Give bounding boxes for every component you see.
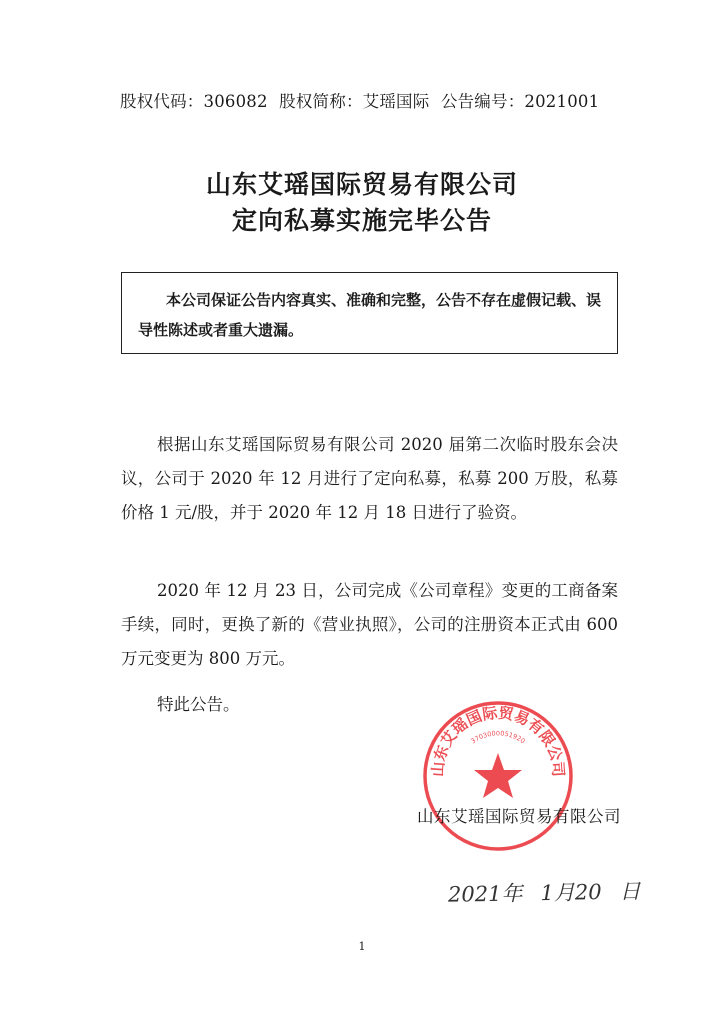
date-month-char: 月 (553, 880, 576, 905)
stock-short-name: 股权简称：艾瑶国际 (279, 92, 430, 111)
date-year-char: 年 (501, 881, 523, 906)
company-seal (421, 699, 575, 853)
disclaimer-text: 本公司保证公告内容真实、准确和完整，公告不存在虚假记载、误导性陈述或者重大遗漏。 (138, 291, 602, 339)
announcement-number: 公告编号：2021001 (440, 92, 600, 111)
signature: 山东艾瑶国际贸易有限公司 (417, 807, 621, 826)
body-paragraph-2: 2020 年 12 月 23 日，公司完成《公司章程》变更的工商备案手续，同时，更换了新的《营业执照》，公司的注册资本正式由 600 万元变更为 800 万元。 (121, 581, 618, 668)
announcement-header (120, 88, 640, 112)
date-year: 2021 (447, 881, 502, 907)
seal-code-text: 3703000051920 (469, 729, 527, 746)
seal-arc-text: 山东艾瑶国际贸易有限公司 (428, 703, 568, 778)
handwritten-date (448, 875, 641, 908)
body-paragraph-1: 根据山东艾瑶国际贸易有限公司 2020 届第二次临时股东会决议，公司于 2020 年 12 月进行了定向私募，私募 200 万股，私募价格 1 元/股，并于 2020 年 12 月 18 日进行了验资。 (121, 435, 618, 522)
date-month: 1 (540, 880, 555, 906)
stock-code: 股权代码：306082 (120, 92, 268, 111)
star-icon (474, 753, 522, 798)
company-title: 山东艾瑶国际贸易有限公司 (205, 170, 518, 199)
announcement-title: 定向私募实施完毕公告 (231, 206, 492, 235)
date-day-char: 日 (619, 879, 641, 904)
page-number: 1 (358, 940, 366, 953)
body-paragraph-3: 特此公告。 (157, 695, 240, 714)
disclaimer-box (121, 272, 618, 354)
date-day: 20 (574, 880, 602, 905)
